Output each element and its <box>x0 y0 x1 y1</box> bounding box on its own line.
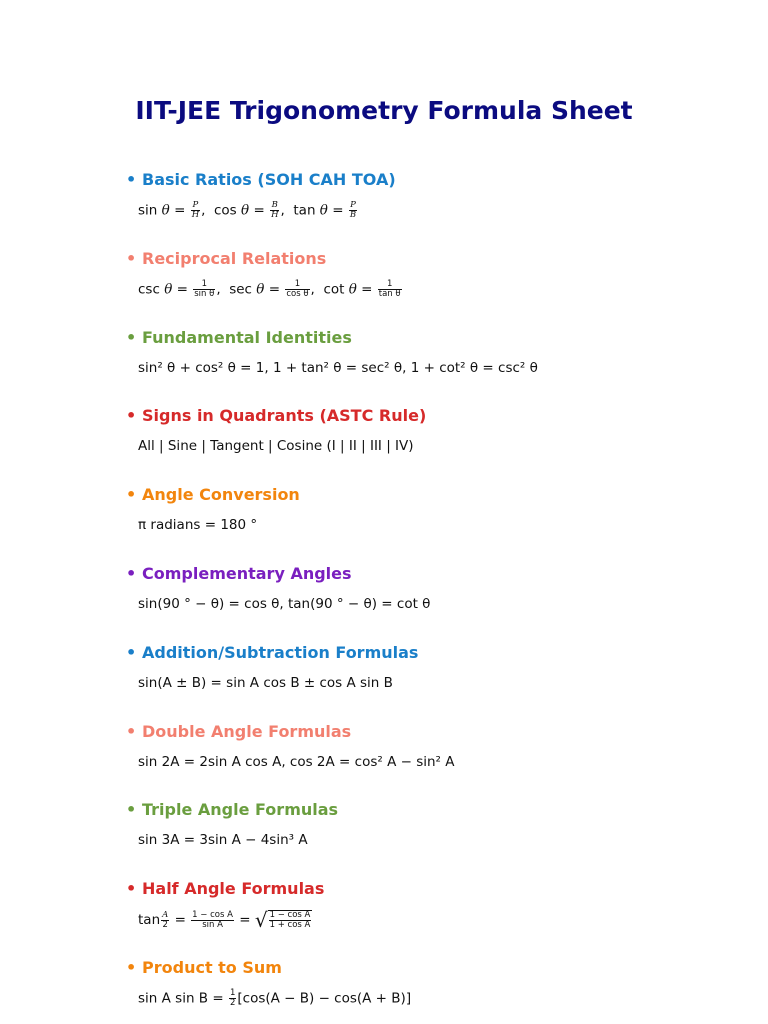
formula: sin θ = $\frac{P}{H}$ , cos θ = $\frac{B}{H}$ , tan θ = $\frac{P}{B}$ <box>138 200 357 220</box>
formula: tan $\frac{A}{2}$ = $\frac{\text{1 − cos A}}{\text{sin A}}$ = √ $\frac{\text{1 − cos A}}{\text{1 + cos A}}$ <box>138 908 311 932</box>
section-heading: • Basic Ratios (SOH CAH TOA) <box>126 170 396 189</box>
formula: sin A sin B = $\frac{1}{2}$ [cos(A − B) − cos(A + B)] <box>138 988 412 1008</box>
section-product-to-sum <box>126 958 746 1008</box>
bullet: • <box>126 328 137 347</box>
section-heading: • Product to Sum <box>126 958 282 977</box>
section-heading: • Angle Conversion <box>126 485 300 504</box>
section-complementary-angles <box>126 564 746 613</box>
section-half-angle-formulas <box>126 879 746 930</box>
bullet: • <box>126 564 137 583</box>
formula: sin² θ + cos² θ = 1, 1 + tan² θ = sec² θ, 1 + cot² θ = csc² θ <box>138 360 538 376</box>
formula: sin(A ± B) = sin A cos B ± cos A sin B <box>138 675 393 691</box>
section-fundamental-identities <box>126 328 746 377</box>
bullet: • <box>126 800 137 819</box>
section-angle-conversion <box>126 485 746 534</box>
bullet: • <box>126 958 137 977</box>
page-title: IIT-JEE Trigonometry Formula Sheet <box>135 96 633 125</box>
formula: sin(90 ° − θ) = cos θ, tan(90 ° − θ) = cot θ <box>138 596 431 612</box>
bullet: • <box>126 249 137 268</box>
section-heading: • Complementary Angles <box>126 564 352 583</box>
section-heading: • Double Angle Formulas <box>126 722 352 741</box>
bullet: • <box>126 879 137 898</box>
section-reciprocal-relations <box>126 249 746 299</box>
square-root: √ $\frac{\text{1 − cos A}}{\text{1 + cos A}}$ <box>254 908 311 932</box>
bullet: • <box>126 485 137 504</box>
bullet: • <box>126 170 137 189</box>
bullet: • <box>126 643 137 662</box>
bullet: • <box>126 722 137 741</box>
section-heading: • Fundamental Identities <box>126 328 352 347</box>
formula: π radians = 180 ° <box>138 517 258 533</box>
formula: csc θ = $\frac{1}{\text{sin θ}}$ , sec θ = $\frac{1}{\text{cos θ}}$ , cot θ = $\frac{1}{\text{tan θ}}$ <box>138 279 401 299</box>
section-double-angle-formulas <box>126 722 746 771</box>
section-triple-angle-formulas <box>126 800 746 849</box>
section-heading: • Half Angle Formulas <box>126 879 325 898</box>
section-signs-in-quadrants <box>126 406 746 455</box>
section-heading: • Triple Angle Formulas <box>126 800 339 819</box>
formula: All | Sine | Tangent | Cosine (I | II | III | IV) <box>138 438 414 454</box>
section-heading: • Reciprocal Relations <box>126 249 327 268</box>
section-basic-ratios <box>126 170 746 220</box>
formula: sin 3A = 3sin A − 4sin³ A <box>138 832 308 848</box>
formula: sin 2A = 2sin A cos A, cos 2A = cos² A − sin² A <box>138 754 455 770</box>
section-heading: • Signs in Quadrants (ASTC Rule) <box>126 406 427 425</box>
bullet: • <box>126 406 137 425</box>
section-heading: • Addition/Subtraction Formulas <box>126 643 419 662</box>
section-addition-subtraction-formulas <box>126 643 746 692</box>
